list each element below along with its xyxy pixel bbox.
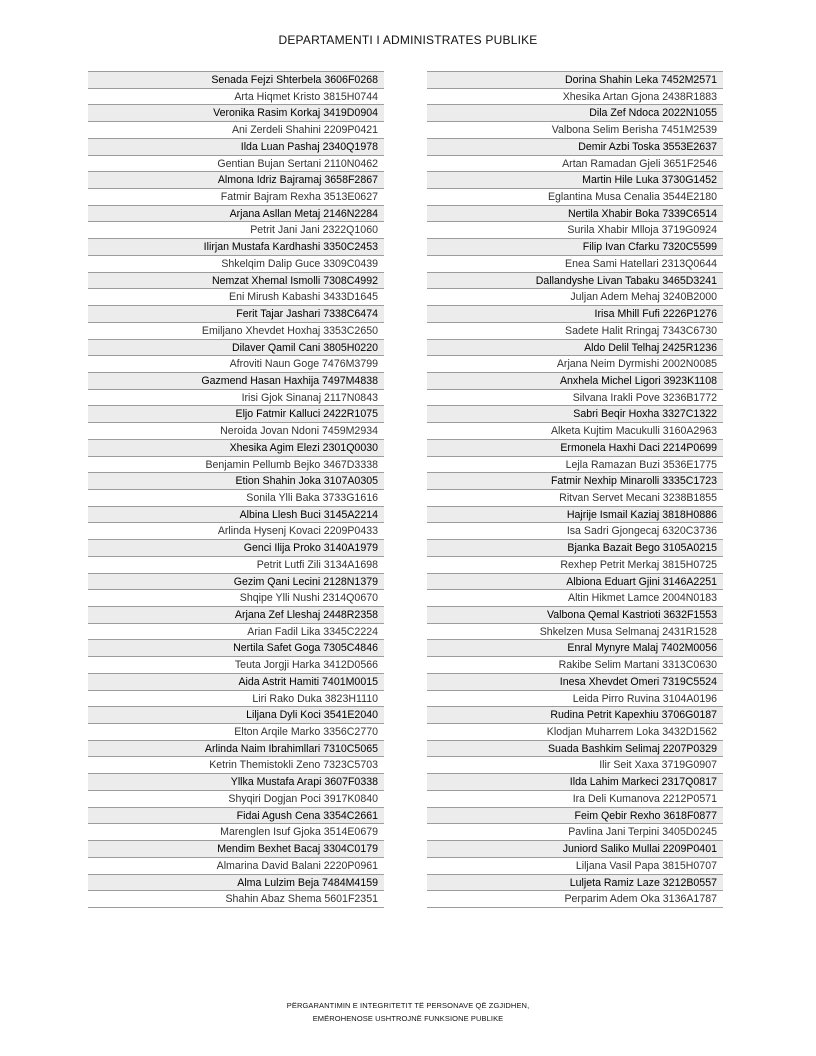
name-entry: Dilaver Qamil Cani 3805H0220 (88, 340, 384, 357)
name-entry: Almarina David Balani 2220P0961 (88, 858, 384, 875)
name-entry: Valbona Selim Berisha 7451M2539 (427, 122, 723, 139)
name-entry: Neroida Jovan Ndoni 7459M2934 (88, 423, 384, 440)
name-entry: Arta Hiqmet Kristo 3815H0744 (88, 89, 384, 106)
name-entry: Irisi Gjok Sinanaj 2117N0843 (88, 390, 384, 407)
name-entry: Veronika Rasim Korkaj 3419D0904 (88, 105, 384, 122)
name-entry: Gezim Qani Lecini 2128N1379 (88, 574, 384, 591)
name-entry: Silvana Irakli Pove 3236B1772 (427, 390, 723, 407)
name-entry: Aida Astrit Hamiti 7401M0015 (88, 674, 384, 691)
name-entry: Sadete Halit Rringaj 7343C6730 (427, 323, 723, 340)
name-entry: Liljana Vasil Papa 3815H0707 (427, 858, 723, 875)
name-entry: Dallandyshe Livan Tabaku 3465D3241 (427, 273, 723, 290)
name-entry: Rakibe Selim Martani 3313C0630 (427, 657, 723, 674)
name-entry: Marenglen Isuf Gjoka 3514E0679 (88, 824, 384, 841)
name-entry: Ilir Seit Xaxa 3719G0907 (427, 757, 723, 774)
name-entry: Nertila Xhabir Boka 7339C6514 (427, 206, 723, 223)
name-entry: Feim Qebir Rexho 3618F0877 (427, 808, 723, 825)
name-entry: Nertila Safet Goga 7305C4846 (88, 640, 384, 657)
name-entry: Demir Azbi Toska 3553E2637 (427, 139, 723, 156)
name-entry: Perparim Adem Oka 3136A1787 (427, 891, 723, 908)
name-entry: Arjana Neim Dyrmishi 2002N0085 (427, 356, 723, 373)
name-entry: Inesa Xhevdet Omeri 7319C5524 (427, 674, 723, 691)
name-entry: Petrit Jani Jani 2322Q1060 (88, 222, 384, 239)
name-entry: Arjana Asllan Metaj 2146N2284 (88, 206, 384, 223)
name-entry: Elton Arqile Marko 3356C2770 (88, 724, 384, 741)
name-entry: Irisa Mhill Fufi 2226P1276 (427, 306, 723, 323)
name-entry: Leida Pirro Ruvina 3104A0196 (427, 691, 723, 708)
name-entry: Martin Hile Luka 3730G1452 (427, 172, 723, 189)
name-entry: Xhesika Artan Gjona 2438R1883 (427, 89, 723, 106)
name-entry: Isa Sadri Gjongecaj 6320C3736 (427, 523, 723, 540)
name-entry: Ketrin Themistokli Zeno 7323C5703 (88, 757, 384, 774)
name-entry: Enea Sami Hatellari 2313Q0644 (427, 256, 723, 273)
left-name-column (88, 71, 384, 908)
name-entry: Eljo Fatmir Kalluci 2422R1075 (88, 406, 384, 423)
name-entry: Aldo Delil Telhaj 2425R1236 (427, 340, 723, 357)
name-entry: Klodjan Muharrem Loka 3432D1562 (427, 724, 723, 741)
name-entry: Yllka Mustafa Arapi 3607F0338 (88, 774, 384, 791)
name-entry: Afroviti Naun Goge 7476M3799 (88, 356, 384, 373)
name-entry: Fatmir Nexhip Minarolli 3335C1723 (427, 473, 723, 490)
name-entry: Ermonela Haxhi Daci 2214P0699 (427, 440, 723, 457)
name-entry: Filip Ivan Cfarku 7320C5599 (427, 239, 723, 256)
name-entry: Ilirjan Mustafa Kardhashi 3350C2453 (88, 239, 384, 256)
name-entry: Albiona Eduart Gjini 3146A2251 (427, 574, 723, 591)
name-entry: Enral Mynyre Malaj 7402M0056 (427, 640, 723, 657)
name-entry: Xhesika Agim Elezi 2301Q0030 (88, 440, 384, 457)
document-title: DEPARTAMENTI I ADMINISTRATES PUBLIKE (278, 33, 538, 47)
name-entry: Ritvan Servet Mecani 3238B1855 (427, 490, 723, 507)
name-entry: Ilda Luan Pashaj 2340Q1978 (88, 139, 384, 156)
name-entry: Fatmir Bajram Rexha 3513E0627 (88, 189, 384, 206)
name-entry: Suada Bashkim Selimaj 2207P0329 (427, 741, 723, 758)
name-entry: Teuta Jorgji Harka 3412D0566 (88, 657, 384, 674)
name-entry: Rudina Petrit Kapexhiu 3706G0187 (427, 707, 723, 724)
name-entry: Ira Deli Kumanova 2212P0571 (427, 791, 723, 808)
name-entry: Bjanka Bazait Bego 3105A0215 (427, 540, 723, 557)
name-entry: Petrit Lutfi Zili 3134A1698 (88, 557, 384, 574)
footer-line-2: EMËROHENOSE USHTROJNË FUNKSIONE PUBLIKE (312, 1014, 504, 1023)
name-entry: Gazmend Hasan Haxhija 7497M4838 (88, 373, 384, 390)
name-entry: Etion Shahin Joka 3107A0305 (88, 473, 384, 490)
name-entry: Hajrije Ismail Kaziaj 3818H0886 (427, 507, 723, 524)
name-entry: Shkelqim Dalip Guce 3309C0439 (88, 256, 384, 273)
name-entry: Benjamin Pellumb Bejko 3467D3338 (88, 457, 384, 474)
name-entry: Alma Lulzim Beja 7484M4159 (88, 875, 384, 892)
name-entry: Eni Mirush Kabashi 3433D1645 (88, 289, 384, 306)
name-entry: Juljan Adem Mehaj 3240B2000 (427, 289, 723, 306)
name-entry: Arian Fadil Lika 3345C2224 (88, 624, 384, 641)
name-entry: Valbona Qemal Kastrioti 3632F1553 (427, 607, 723, 624)
name-entry: Pavlina Jani Terpini 3405D0245 (427, 824, 723, 841)
name-entry: Surila Xhabir Mlloja 3719G0924 (427, 222, 723, 239)
name-entry: Gentian Bujan Sertani 2110N0462 (88, 156, 384, 173)
name-entry: Shqipe Ylli Nushi 2314Q0670 (88, 590, 384, 607)
name-entry: Lejla Ramazan Buzi 3536E1775 (427, 457, 723, 474)
name-entry: Artan Ramadan Gjeli 3651F2546 (427, 156, 723, 173)
name-entry: Altin Hikmet Lamce 2004N0183 (427, 590, 723, 607)
name-entry: Dorina Shahin Leka 7452M2571 (427, 72, 723, 89)
name-entry: Ani Zerdeli Shahini 2209P0421 (88, 122, 384, 139)
document-footer (0, 999, 816, 1025)
name-entry: Shyqiri Dogjan Poci 3917K0840 (88, 791, 384, 808)
name-entry: Mendim Bexhet Bacaj 3304C0179 (88, 841, 384, 858)
name-entry: Rexhep Petrit Merkaj 3815H0725 (427, 557, 723, 574)
name-entry: Luljeta Ramiz Laze 3212B0557 (427, 875, 723, 892)
name-entry: Almona Idriz Bajramaj 3658F2867 (88, 172, 384, 189)
name-entry: Ferit Tajar Jashari 7338C6474 (88, 306, 384, 323)
name-entry: Fidai Agush Cena 3354C2661 (88, 808, 384, 825)
name-entry: Juniord Saliko Mullai 2209P0401 (427, 841, 723, 858)
name-entry: Dila Zef Ndoca 2022N1055 (427, 105, 723, 122)
name-entry: Alketa Kujtim Macukulli 3160A2963 (427, 423, 723, 440)
name-entry: Emiljano Xhevdet Hoxhaj 3353C2650 (88, 323, 384, 340)
name-entry: Genci Ilija Proko 3140A1979 (88, 540, 384, 557)
name-entry: Liri Rako Duka 3823H1110 (88, 691, 384, 708)
right-name-column (427, 71, 723, 908)
name-entry: Arjana Zef Lleshaj 2448R2358 (88, 607, 384, 624)
name-entry: Anxhela Michel Ligori 3923K1108 (427, 373, 723, 390)
name-entry: Arlinda Hysenj Kovaci 2209P0433 (88, 523, 384, 540)
footer-line-1: PËRGARANTIMIN E INTEGRITETIT TË PERSONAVE QË ZGJIDHEN, (286, 1001, 530, 1010)
name-entry: Senada Fejzi Shterbela 3606F0268 (88, 72, 384, 89)
name-entry: Albina Llesh Buci 3145A2214 (88, 507, 384, 524)
name-entry: Arlinda Naim Ibrahimllari 7310C5065 (88, 741, 384, 758)
name-entry: Shkelzen Musa Selmanaj 2431R1528 (427, 624, 723, 641)
name-entry: Sabri Beqir Hoxha 3327C1322 (427, 406, 723, 423)
name-entry: Shahin Abaz Shema 5601F2351 (88, 891, 384, 908)
name-entry: Nemzat Xhemal Ismolli 7308C4992 (88, 273, 384, 290)
name-entry: Ilda Lahim Markeci 2317Q0817 (427, 774, 723, 791)
name-entry: Eglantina Musa Cenalia 3544E2180 (427, 189, 723, 206)
name-entry: Liljana Dyli Koci 3541E2040 (88, 707, 384, 724)
name-entry: Sonila Ylli Baka 3733G1616 (88, 490, 384, 507)
